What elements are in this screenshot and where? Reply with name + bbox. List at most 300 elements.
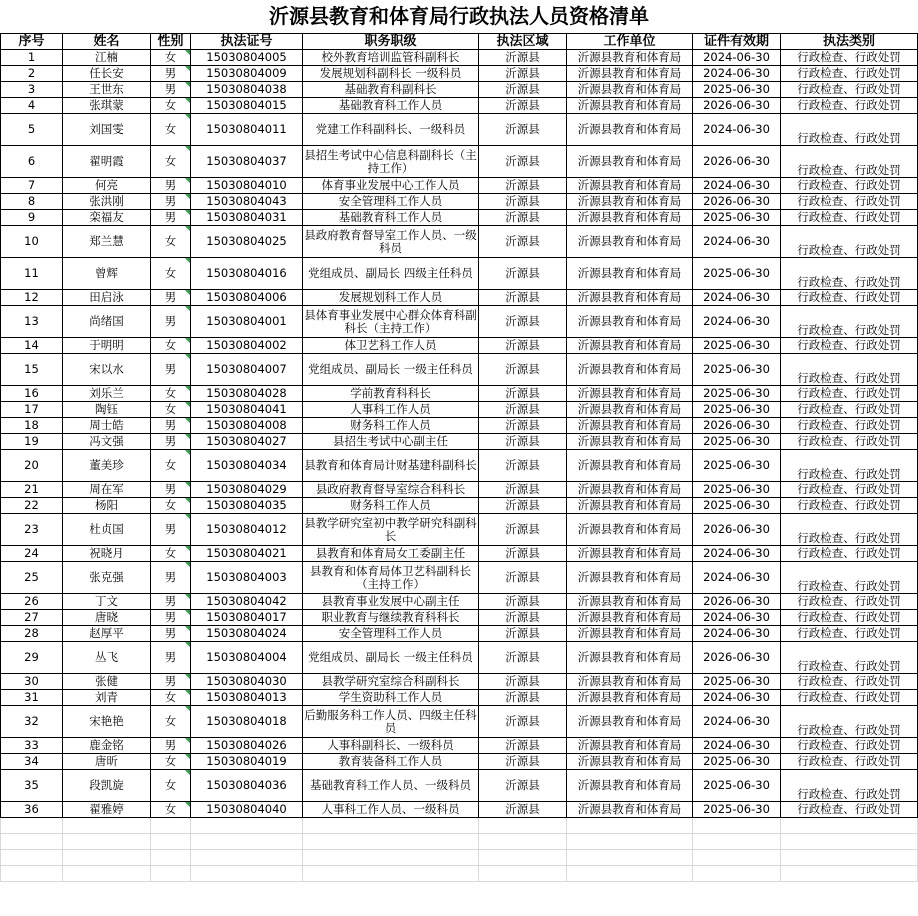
cell-area[interactable]: 沂源县: [479, 690, 567, 706]
cell-cat[interactable]: 行政检查、行政处罚: [781, 434, 918, 450]
cell-cert[interactable]: 15030804021: [191, 546, 303, 562]
cell-valid[interactable]: 2024-06-30: [693, 50, 781, 66]
cell-name[interactable]: 江楠: [63, 50, 151, 66]
cell-unit[interactable]: 沂源县教育和体育局: [567, 226, 693, 258]
cell-sex[interactable]: 男: [151, 194, 191, 210]
cell-area[interactable]: 沂源县: [479, 754, 567, 770]
empty-cell[interactable]: [303, 850, 479, 866]
cell-sex[interactable]: 男: [151, 210, 191, 226]
cell-valid[interactable]: 2024-06-30: [693, 546, 781, 562]
cell-cert[interactable]: 15030804026: [191, 738, 303, 754]
cell-cat[interactable]: 行政检查、行政处罚: [781, 802, 918, 818]
cell-cert[interactable]: 15030804018: [191, 706, 303, 738]
cell-post[interactable]: 体卫艺科工作人员: [303, 338, 479, 354]
empty-cell[interactable]: [781, 834, 918, 850]
cell-name[interactable]: 栾福友: [63, 210, 151, 226]
cell-area[interactable]: 沂源县: [479, 626, 567, 642]
cell-valid[interactable]: 2024-06-30: [693, 738, 781, 754]
cell-cert[interactable]: 15030804027: [191, 434, 303, 450]
cell-unit[interactable]: 沂源县教育和体育局: [567, 642, 693, 674]
cell-cat[interactable]: 行政检查、行政处罚: [781, 450, 918, 482]
cell-sex[interactable]: 男: [151, 434, 191, 450]
cell-name[interactable]: 丛飞: [63, 642, 151, 674]
cell-no[interactable]: 16: [1, 386, 63, 402]
cell-post[interactable]: 基础教育科副科长: [303, 82, 479, 98]
cell-name[interactable]: 宋艳艳: [63, 706, 151, 738]
cell-sex[interactable]: 男: [151, 738, 191, 754]
cell-post[interactable]: 县政府教育督导室综合科科长: [303, 482, 479, 498]
cell-unit[interactable]: 沂源县教育和体育局: [567, 546, 693, 562]
cell-unit[interactable]: 沂源县教育和体育局: [567, 354, 693, 386]
cell-name[interactable]: 段凯旋: [63, 770, 151, 802]
cell-sex[interactable]: 男: [151, 562, 191, 594]
cell-cat[interactable]: 行政检查、行政处罚: [781, 754, 918, 770]
cell-no[interactable]: 36: [1, 802, 63, 818]
cell-unit[interactable]: 沂源县教育和体育局: [567, 386, 693, 402]
cell-cert[interactable]: 15030804009: [191, 66, 303, 82]
cell-valid[interactable]: 2026-06-30: [693, 98, 781, 114]
cell-area[interactable]: 沂源县: [479, 306, 567, 338]
empty-cell[interactable]: [693, 818, 781, 834]
cell-valid[interactable]: 2025-06-30: [693, 498, 781, 514]
cell-area[interactable]: 沂源县: [479, 482, 567, 498]
empty-cell[interactable]: [303, 818, 479, 834]
cell-unit[interactable]: 沂源县教育和体育局: [567, 770, 693, 802]
cell-cert[interactable]: 15030804028: [191, 386, 303, 402]
empty-cell[interactable]: [693, 866, 781, 882]
empty-cell[interactable]: [479, 818, 567, 834]
cell-area[interactable]: 沂源县: [479, 66, 567, 82]
cell-sex[interactable]: 男: [151, 642, 191, 674]
cell-sex[interactable]: 男: [151, 354, 191, 386]
cell-name[interactable]: 祝晓月: [63, 546, 151, 562]
cell-valid[interactable]: 2024-06-30: [693, 114, 781, 146]
cell-area[interactable]: 沂源县: [479, 114, 567, 146]
cell-post[interactable]: 基础教育科工作人员、一级科员: [303, 770, 479, 802]
cell-unit[interactable]: 沂源县教育和体育局: [567, 610, 693, 626]
cell-no[interactable]: 29: [1, 642, 63, 674]
cell-valid[interactable]: 2024-06-30: [693, 226, 781, 258]
cell-cert[interactable]: 15030804025: [191, 226, 303, 258]
empty-cell[interactable]: [1, 866, 63, 882]
cell-valid[interactable]: 2025-06-30: [693, 482, 781, 498]
cell-no[interactable]: 9: [1, 210, 63, 226]
cell-sex[interactable]: 男: [151, 306, 191, 338]
empty-cell[interactable]: [693, 850, 781, 866]
cell-unit[interactable]: 沂源县教育和体育局: [567, 738, 693, 754]
cell-post[interactable]: 发展规划科工作人员: [303, 290, 479, 306]
cell-cat[interactable]: 行政检查、行政处罚: [781, 66, 918, 82]
cell-no[interactable]: 24: [1, 546, 63, 562]
cell-no[interactable]: 6: [1, 146, 63, 178]
cell-post[interactable]: 后勤服务科工作人员、四级主任科员: [303, 706, 479, 738]
cell-cat[interactable]: 行政检查、行政处罚: [781, 306, 918, 338]
empty-cell[interactable]: [63, 866, 151, 882]
cell-post[interactable]: 县教育和体育局体卫艺科副科长（主持工作）: [303, 562, 479, 594]
cell-post[interactable]: 党建工作科副科长、一级科员: [303, 114, 479, 146]
cell-no[interactable]: 33: [1, 738, 63, 754]
cell-cert[interactable]: 15030804013: [191, 690, 303, 706]
cell-cat[interactable]: 行政检查、行政处罚: [781, 594, 918, 610]
cell-unit[interactable]: 沂源县教育和体育局: [567, 498, 693, 514]
cell-valid[interactable]: 2026-06-30: [693, 194, 781, 210]
cell-no[interactable]: 28: [1, 626, 63, 642]
cell-post[interactable]: 学生资助科工作人员: [303, 690, 479, 706]
cell-name[interactable]: 周在军: [63, 482, 151, 498]
cell-cert[interactable]: 15030804001: [191, 306, 303, 338]
cell-unit[interactable]: 沂源县教育和体育局: [567, 674, 693, 690]
cell-unit[interactable]: 沂源县教育和体育局: [567, 98, 693, 114]
cell-name[interactable]: 尚绪国: [63, 306, 151, 338]
cell-area[interactable]: 沂源县: [479, 802, 567, 818]
cell-valid[interactable]: 2025-06-30: [693, 354, 781, 386]
cell-unit[interactable]: 沂源县教育和体育局: [567, 290, 693, 306]
cell-sex[interactable]: 女: [151, 802, 191, 818]
cell-cat[interactable]: 行政检查、行政处罚: [781, 178, 918, 194]
cell-post[interactable]: 党组成员、副局长 一级主任科员: [303, 642, 479, 674]
cell-unit[interactable]: 沂源县教育和体育局: [567, 626, 693, 642]
cell-post[interactable]: 校外教育培训监管科副科长: [303, 50, 479, 66]
cell-sex[interactable]: 男: [151, 674, 191, 690]
cell-area[interactable]: 沂源县: [479, 354, 567, 386]
cell-sex[interactable]: 女: [151, 258, 191, 290]
cell-name[interactable]: 郑兰慧: [63, 226, 151, 258]
cell-cat[interactable]: 行政检查、行政处罚: [781, 82, 918, 98]
cell-valid[interactable]: 2024-06-30: [693, 178, 781, 194]
cell-sex[interactable]: 女: [151, 706, 191, 738]
cell-unit[interactable]: 沂源县教育和体育局: [567, 146, 693, 178]
cell-no[interactable]: 17: [1, 402, 63, 418]
cell-area[interactable]: 沂源县: [479, 146, 567, 178]
cell-post[interactable]: 县教学研究室初中教学研究科副科长: [303, 514, 479, 546]
cell-post[interactable]: 基础教育科工作人员: [303, 98, 479, 114]
cell-unit[interactable]: 沂源县教育和体育局: [567, 50, 693, 66]
cell-unit[interactable]: 沂源县教育和体育局: [567, 594, 693, 610]
cell-area[interactable]: 沂源县: [479, 434, 567, 450]
cell-cert[interactable]: 15030804003: [191, 562, 303, 594]
cell-no[interactable]: 4: [1, 98, 63, 114]
cell-name[interactable]: 赵厚平: [63, 626, 151, 642]
cell-cert[interactable]: 15030804011: [191, 114, 303, 146]
cell-sex[interactable]: 男: [151, 66, 191, 82]
cell-cat[interactable]: 行政检查、行政处罚: [781, 386, 918, 402]
cell-area[interactable]: 沂源县: [479, 610, 567, 626]
empty-cell[interactable]: [63, 834, 151, 850]
cell-valid[interactable]: 2026-06-30: [693, 146, 781, 178]
header-cell[interactable]: 性别: [151, 34, 191, 50]
cell-valid[interactable]: 2024-06-30: [693, 66, 781, 82]
cell-cert[interactable]: 15030804004: [191, 642, 303, 674]
cell-cert[interactable]: 15030804007: [191, 354, 303, 386]
cell-cat[interactable]: 行政检查、行政处罚: [781, 114, 918, 146]
cell-post[interactable]: 安全管理科工作人员: [303, 194, 479, 210]
cell-sex[interactable]: 女: [151, 386, 191, 402]
cell-name[interactable]: 刘乐兰: [63, 386, 151, 402]
empty-cell[interactable]: [567, 834, 693, 850]
cell-cert[interactable]: 15030804006: [191, 290, 303, 306]
cell-cat[interactable]: 行政检查、行政处罚: [781, 50, 918, 66]
cell-area[interactable]: 沂源县: [479, 338, 567, 354]
cell-cert[interactable]: 15030804005: [191, 50, 303, 66]
cell-post[interactable]: 职业教育与继续教育科科长: [303, 610, 479, 626]
cell-valid[interactable]: 2024-06-30: [693, 290, 781, 306]
cell-unit[interactable]: 沂源县教育和体育局: [567, 450, 693, 482]
cell-sex[interactable]: 男: [151, 178, 191, 194]
cell-post[interactable]: 基础教育科工作人员: [303, 210, 479, 226]
cell-no[interactable]: 1: [1, 50, 63, 66]
cell-cert[interactable]: 15030804024: [191, 626, 303, 642]
cell-unit[interactable]: 沂源县教育和体育局: [567, 82, 693, 98]
empty-cell[interactable]: [303, 834, 479, 850]
cell-unit[interactable]: 沂源县教育和体育局: [567, 562, 693, 594]
empty-cell[interactable]: [479, 866, 567, 882]
empty-cell[interactable]: [479, 850, 567, 866]
cell-unit[interactable]: 沂源县教育和体育局: [567, 338, 693, 354]
cell-unit[interactable]: 沂源县教育和体育局: [567, 306, 693, 338]
cell-cat[interactable]: 行政检查、行政处罚: [781, 354, 918, 386]
cell-no[interactable]: 14: [1, 338, 63, 354]
empty-cell[interactable]: [567, 866, 693, 882]
cell-post[interactable]: 县教学研究室综合科副科长: [303, 674, 479, 690]
cell-post[interactable]: 党组成员、副局长 四级主任科员: [303, 258, 479, 290]
cell-sex[interactable]: 男: [151, 82, 191, 98]
cell-valid[interactable]: 2024-06-30: [693, 306, 781, 338]
cell-valid[interactable]: 2025-06-30: [693, 210, 781, 226]
cell-post[interactable]: 财务科工作人员: [303, 418, 479, 434]
cell-post[interactable]: 体育事业发展中心工作人员: [303, 178, 479, 194]
cell-area[interactable]: 沂源县: [479, 674, 567, 690]
cell-cat[interactable]: 行政检查、行政处罚: [781, 482, 918, 498]
cell-sex[interactable]: 女: [151, 690, 191, 706]
cell-area[interactable]: 沂源县: [479, 738, 567, 754]
empty-cell[interactable]: [151, 850, 191, 866]
cell-no[interactable]: 5: [1, 114, 63, 146]
cell-cat[interactable]: 行政检查、行政处罚: [781, 146, 918, 178]
cell-sex[interactable]: 女: [151, 98, 191, 114]
cell-no[interactable]: 23: [1, 514, 63, 546]
cell-post[interactable]: 人事科工作人员、一级科员: [303, 802, 479, 818]
cell-sex[interactable]: 男: [151, 482, 191, 498]
cell-cat[interactable]: 行政检查、行政处罚: [781, 514, 918, 546]
cell-area[interactable]: 沂源县: [479, 706, 567, 738]
cell-sex[interactable]: 女: [151, 114, 191, 146]
cell-name[interactable]: 翟明霞: [63, 146, 151, 178]
cell-cert[interactable]: 15030804015: [191, 98, 303, 114]
cell-post[interactable]: 学前教育科科长: [303, 386, 479, 402]
cell-cat[interactable]: 行政检查、行政处罚: [781, 402, 918, 418]
cell-no[interactable]: 12: [1, 290, 63, 306]
cell-cat[interactable]: 行政检查、行政处罚: [781, 194, 918, 210]
cell-name[interactable]: 刘青: [63, 690, 151, 706]
cell-unit[interactable]: 沂源县教育和体育局: [567, 802, 693, 818]
cell-sex[interactable]: 女: [151, 450, 191, 482]
empty-cell[interactable]: [191, 850, 303, 866]
cell-name[interactable]: 刘国雯: [63, 114, 151, 146]
empty-cell[interactable]: [63, 818, 151, 834]
cell-area[interactable]: 沂源县: [479, 210, 567, 226]
cell-valid[interactable]: 2026-06-30: [693, 418, 781, 434]
cell-cert[interactable]: 15030804010: [191, 178, 303, 194]
cell-cert[interactable]: 15030804019: [191, 754, 303, 770]
cell-area[interactable]: 沂源县: [479, 386, 567, 402]
cell-sex[interactable]: 女: [151, 546, 191, 562]
cell-post[interactable]: 县教育事业发展中心副主任: [303, 594, 479, 610]
cell-unit[interactable]: 沂源县教育和体育局: [567, 402, 693, 418]
cell-area[interactable]: 沂源县: [479, 514, 567, 546]
cell-valid[interactable]: 2025-06-30: [693, 754, 781, 770]
cell-name[interactable]: 杜贞国: [63, 514, 151, 546]
cell-name[interactable]: 王世东: [63, 82, 151, 98]
cell-cert[interactable]: 15030804037: [191, 146, 303, 178]
cell-no[interactable]: 22: [1, 498, 63, 514]
cell-no[interactable]: 10: [1, 226, 63, 258]
cell-cat[interactable]: 行政检查、行政处罚: [781, 98, 918, 114]
cell-area[interactable]: 沂源县: [479, 194, 567, 210]
cell-area[interactable]: 沂源县: [479, 258, 567, 290]
empty-cell[interactable]: [693, 834, 781, 850]
cell-unit[interactable]: 沂源县教育和体育局: [567, 114, 693, 146]
empty-cell[interactable]: [781, 850, 918, 866]
cell-cert[interactable]: 15030804034: [191, 450, 303, 482]
cell-name[interactable]: 杨阳: [63, 498, 151, 514]
header-cell[interactable]: 姓名: [63, 34, 151, 50]
cell-unit[interactable]: 沂源县教育和体育局: [567, 418, 693, 434]
cell-post[interactable]: 县招生考试中心信息科副科长（主持工作）: [303, 146, 479, 178]
cell-valid[interactable]: 2025-06-30: [693, 402, 781, 418]
empty-cell[interactable]: [479, 834, 567, 850]
cell-post[interactable]: 党组成员、副局长 一级主任科员: [303, 354, 479, 386]
cell-sex[interactable]: 女: [151, 338, 191, 354]
cell-cert[interactable]: 15030804017: [191, 610, 303, 626]
cell-name[interactable]: 张洪刚: [63, 194, 151, 210]
cell-valid[interactable]: 2025-06-30: [693, 258, 781, 290]
empty-cell[interactable]: [151, 834, 191, 850]
cell-valid[interactable]: 2024-06-30: [693, 562, 781, 594]
cell-name[interactable]: 张克强: [63, 562, 151, 594]
cell-area[interactable]: 沂源县: [479, 50, 567, 66]
cell-post[interactable]: 财务科工作人员: [303, 498, 479, 514]
cell-no[interactable]: 26: [1, 594, 63, 610]
cell-cert[interactable]: 15030804012: [191, 514, 303, 546]
cell-name[interactable]: 田启泳: [63, 290, 151, 306]
cell-post[interactable]: 县政府教育督导室工作人员、一级科员: [303, 226, 479, 258]
cell-valid[interactable]: 2025-06-30: [693, 82, 781, 98]
cell-cat[interactable]: 行政检查、行政处罚: [781, 770, 918, 802]
cell-cat[interactable]: 行政检查、行政处罚: [781, 290, 918, 306]
cell-name[interactable]: 张琪蒙: [63, 98, 151, 114]
header-cell[interactable]: 证件有效期: [693, 34, 781, 50]
header-cell[interactable]: 序号: [1, 34, 63, 50]
cell-unit[interactable]: 沂源县教育和体育局: [567, 194, 693, 210]
cell-area[interactable]: 沂源县: [479, 98, 567, 114]
cell-cat[interactable]: 行政检查、行政处罚: [781, 610, 918, 626]
cell-cat[interactable]: 行政检查、行政处罚: [781, 562, 918, 594]
cell-sex[interactable]: 男: [151, 290, 191, 306]
cell-name[interactable]: 冯文强: [63, 434, 151, 450]
cell-area[interactable]: 沂源县: [479, 562, 567, 594]
cell-cat[interactable]: 行政检查、行政处罚: [781, 546, 918, 562]
cell-post[interactable]: 县体育事业发展中心群众体育科副科长（主持工作）: [303, 306, 479, 338]
cell-name[interactable]: 翟雅婷: [63, 802, 151, 818]
cell-cat[interactable]: 行政检查、行政处罚: [781, 706, 918, 738]
cell-sex[interactable]: 女: [151, 754, 191, 770]
cell-no[interactable]: 35: [1, 770, 63, 802]
cell-no[interactable]: 7: [1, 178, 63, 194]
cell-sex[interactable]: 女: [151, 402, 191, 418]
cell-name[interactable]: 唐晓: [63, 610, 151, 626]
cell-area[interactable]: 沂源县: [479, 642, 567, 674]
empty-cell[interactable]: [1, 850, 63, 866]
cell-cert[interactable]: 15030804035: [191, 498, 303, 514]
cell-no[interactable]: 30: [1, 674, 63, 690]
cell-unit[interactable]: 沂源县教育和体育局: [567, 178, 693, 194]
cell-area[interactable]: 沂源县: [479, 226, 567, 258]
cell-cert[interactable]: 15030804016: [191, 258, 303, 290]
cell-valid[interactable]: 2025-06-30: [693, 386, 781, 402]
cell-no[interactable]: 31: [1, 690, 63, 706]
cell-cat[interactable]: 行政检查、行政处罚: [781, 690, 918, 706]
empty-cell[interactable]: [151, 818, 191, 834]
cell-cert[interactable]: 15030804008: [191, 418, 303, 434]
empty-cell[interactable]: [781, 818, 918, 834]
cell-no[interactable]: 18: [1, 418, 63, 434]
cell-valid[interactable]: 2025-06-30: [693, 450, 781, 482]
cell-name[interactable]: 任长安: [63, 66, 151, 82]
empty-cell[interactable]: [1, 834, 63, 850]
cell-no[interactable]: 11: [1, 258, 63, 290]
cell-area[interactable]: 沂源县: [479, 546, 567, 562]
cell-no[interactable]: 2: [1, 66, 63, 82]
cell-unit[interactable]: 沂源县教育和体育局: [567, 258, 693, 290]
cell-name[interactable]: 唐昕: [63, 754, 151, 770]
cell-post[interactable]: 安全管理科工作人员: [303, 626, 479, 642]
cell-sex[interactable]: 男: [151, 514, 191, 546]
header-cell[interactable]: 执法证号: [191, 34, 303, 50]
cell-unit[interactable]: 沂源县教育和体育局: [567, 690, 693, 706]
cell-cat[interactable]: 行政检查、行政处罚: [781, 418, 918, 434]
cell-cert[interactable]: 15030804031: [191, 210, 303, 226]
cell-sex[interactable]: 女: [151, 50, 191, 66]
cell-unit[interactable]: 沂源县教育和体育局: [567, 66, 693, 82]
cell-cat[interactable]: 行政检查、行政处罚: [781, 674, 918, 690]
cell-unit[interactable]: 沂源县教育和体育局: [567, 434, 693, 450]
cell-no[interactable]: 15: [1, 354, 63, 386]
cell-unit[interactable]: 沂源县教育和体育局: [567, 706, 693, 738]
cell-valid[interactable]: 2025-06-30: [693, 674, 781, 690]
cell-area[interactable]: 沂源县: [479, 178, 567, 194]
header-cell[interactable]: 职务职级: [303, 34, 479, 50]
empty-cell[interactable]: [781, 866, 918, 882]
cell-post[interactable]: 教育装备科工作人员: [303, 754, 479, 770]
header-cell[interactable]: 工作单位: [567, 34, 693, 50]
cell-name[interactable]: 宋以水: [63, 354, 151, 386]
cell-cat[interactable]: 行政检查、行政处罚: [781, 226, 918, 258]
cell-post[interactable]: 人事科工作人员: [303, 402, 479, 418]
cell-cert[interactable]: 15030804038: [191, 82, 303, 98]
cell-post[interactable]: 县招生考试中心副主任: [303, 434, 479, 450]
cell-unit[interactable]: 沂源县教育和体育局: [567, 754, 693, 770]
cell-cert[interactable]: 15030804042: [191, 594, 303, 610]
header-cell[interactable]: 执法类别: [781, 34, 918, 50]
cell-sex[interactable]: 男: [151, 594, 191, 610]
cell-post[interactable]: 人事科副科长、一级科员: [303, 738, 479, 754]
cell-name[interactable]: 何亮: [63, 178, 151, 194]
cell-valid[interactable]: 2024-06-30: [693, 690, 781, 706]
cell-valid[interactable]: 2024-06-30: [693, 706, 781, 738]
cell-cert[interactable]: 15030804002: [191, 338, 303, 354]
cell-sex[interactable]: 女: [151, 498, 191, 514]
cell-unit[interactable]: 沂源县教育和体育局: [567, 514, 693, 546]
